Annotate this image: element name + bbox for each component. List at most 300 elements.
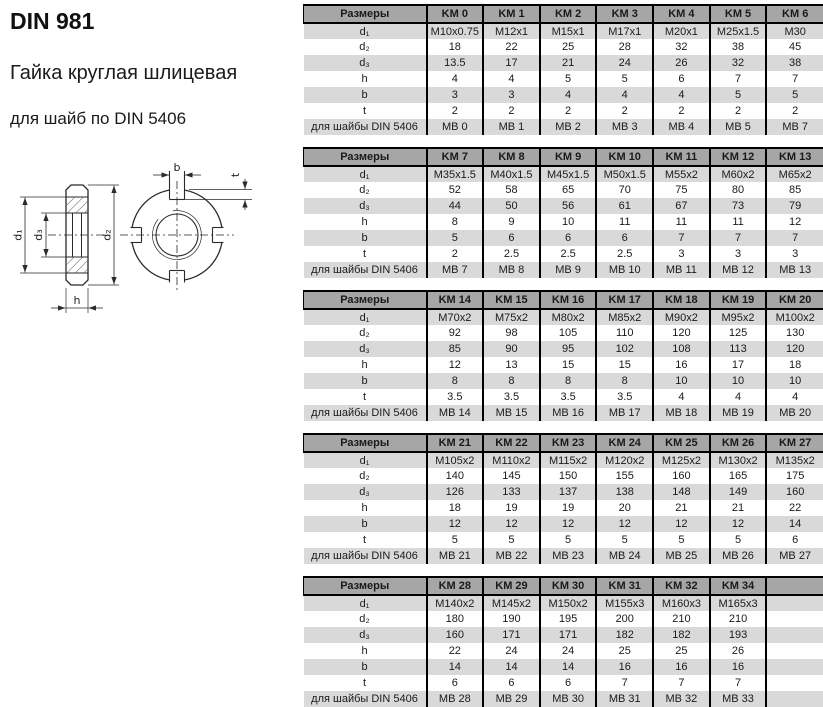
spec-table-5 [303, 576, 823, 707]
cell: 4 [653, 389, 710, 405]
cell: 8 [427, 373, 484, 389]
cell: MB 16 [540, 405, 597, 421]
row-label: для шайбы DIN 5406 [304, 405, 427, 421]
cell: 2 [483, 103, 540, 119]
cell: M115x2 [540, 452, 597, 468]
column-header: KM 23 [540, 434, 597, 452]
cell: 12 [427, 357, 484, 373]
cell: 4 [483, 71, 540, 87]
cell: 70 [596, 182, 653, 198]
table-row [304, 262, 823, 278]
cell: 12 [483, 516, 540, 532]
section-view [20, 185, 119, 313]
cell: 18 [427, 39, 484, 55]
cell: MB 28 [427, 691, 484, 707]
hatch-top [67, 198, 87, 213]
cell: 85 [766, 182, 823, 198]
cell: MB 10 [596, 262, 653, 278]
cell [766, 595, 823, 611]
column-header: KM 21 [427, 434, 484, 452]
cell: 98 [483, 325, 540, 341]
cell: MB 17 [596, 405, 653, 421]
cell [766, 691, 823, 707]
column-header: KM 5 [710, 5, 767, 23]
dim-label-d3: d₃ [32, 229, 45, 240]
cell: 5 [710, 87, 767, 103]
column-header: KM 17 [596, 291, 653, 309]
cell: 210 [653, 611, 710, 627]
table-row [304, 246, 823, 262]
row-label: t [304, 389, 427, 405]
table-row [304, 548, 823, 564]
cell: M25x1.5 [710, 23, 767, 39]
spec-table-2 [303, 147, 823, 278]
row-label: h [304, 214, 427, 230]
cell: MB 21 [427, 548, 484, 564]
cell: 12 [710, 516, 767, 532]
cell: MB 30 [540, 691, 597, 707]
cell: M135x2 [766, 452, 823, 468]
cell: 16 [710, 659, 767, 675]
cell: 7 [766, 71, 823, 87]
cell: 32 [710, 55, 767, 71]
cell: 32 [653, 39, 710, 55]
cell: 130 [766, 325, 823, 341]
technical-drawing [0, 138, 300, 348]
table-row [304, 23, 823, 39]
table-row [304, 627, 823, 643]
cell: 22 [427, 643, 484, 659]
cell: 105 [540, 325, 597, 341]
column-header: KM 16 [540, 291, 597, 309]
cell: 160 [766, 484, 823, 500]
cell: M120x2 [596, 452, 653, 468]
cell: M130x2 [710, 452, 767, 468]
cell: 18 [766, 357, 823, 373]
column-header: KM 30 [540, 577, 597, 595]
column-header: Размеры [304, 148, 427, 166]
table-row [304, 643, 823, 659]
cell: 15 [596, 357, 653, 373]
row-label: t [304, 675, 427, 691]
row-label: d₂ [304, 39, 427, 55]
row-label: d₁ [304, 309, 427, 325]
row-label: t [304, 103, 427, 119]
table-row [304, 500, 823, 516]
cell: 7 [596, 675, 653, 691]
column-header: KM 34 [710, 577, 767, 595]
cell: 10 [653, 373, 710, 389]
row-label: d₁ [304, 166, 427, 182]
cell: 4 [766, 389, 823, 405]
cell: 7 [653, 675, 710, 691]
cell: 2.5 [540, 246, 597, 262]
cell: M40x1.5 [483, 166, 540, 182]
table-row [304, 595, 823, 611]
cell: 14 [540, 659, 597, 675]
table-row [304, 691, 823, 707]
column-header: KM 28 [427, 577, 484, 595]
cell: 19 [483, 500, 540, 516]
row-label: h [304, 71, 427, 87]
cell: 85 [427, 341, 484, 357]
cell: MB 4 [653, 119, 710, 135]
column-header: KM 29 [483, 577, 540, 595]
cell: 12 [596, 516, 653, 532]
cell: 13.5 [427, 55, 484, 71]
cell: 165 [710, 468, 767, 484]
cell: 8 [540, 373, 597, 389]
page-subtitle: Гайка круглая шлицевая [10, 62, 300, 85]
cell: 45 [766, 39, 823, 55]
row-label: t [304, 246, 427, 262]
column-header: KM 0 [427, 5, 484, 23]
table-row [304, 119, 823, 135]
cell: 9 [483, 214, 540, 230]
cell: 171 [540, 627, 597, 643]
table-row [304, 198, 823, 214]
row-label: для шайбы DIN 5406 [304, 262, 427, 278]
column-header: KM 22 [483, 434, 540, 452]
cell: MB 5 [710, 119, 767, 135]
cell: 5 [653, 532, 710, 548]
cell: MB 22 [483, 548, 540, 564]
cell: 2 [596, 103, 653, 119]
cell: M60x2 [710, 166, 767, 182]
column-header: KM 4 [653, 5, 710, 23]
cell: 5 [596, 532, 653, 548]
cell: 12 [540, 516, 597, 532]
cell: 4 [427, 71, 484, 87]
column-header: Размеры [304, 434, 427, 452]
cell: 200 [596, 611, 653, 627]
row-label: h [304, 500, 427, 516]
cell: 25 [540, 39, 597, 55]
cell: 120 [653, 325, 710, 341]
cell: 26 [653, 55, 710, 71]
table-row [304, 166, 823, 182]
cell: 3.5 [427, 389, 484, 405]
column-header: KM 9 [540, 148, 597, 166]
cell: 108 [653, 341, 710, 357]
cell: 160 [427, 627, 484, 643]
cell: MB 18 [653, 405, 710, 421]
row-label: d₂ [304, 468, 427, 484]
cell: 21 [710, 500, 767, 516]
spec-table-3 [303, 290, 823, 421]
cell: 7 [766, 230, 823, 246]
cell: M10x0.75 [427, 23, 484, 39]
table-row [304, 484, 823, 500]
cell: M80x2 [540, 309, 597, 325]
cell: 15 [540, 357, 597, 373]
table-row [304, 341, 823, 357]
row-label: для шайбы DIN 5406 [304, 548, 427, 564]
table-row [304, 325, 823, 341]
column-header: KM 24 [596, 434, 653, 452]
cell: M45x1.5 [540, 166, 597, 182]
cell: 38 [710, 39, 767, 55]
cell: 25 [653, 643, 710, 659]
table-row [304, 373, 823, 389]
cell: 61 [596, 198, 653, 214]
column-header: KM 18 [653, 291, 710, 309]
hatch-bottom [67, 257, 87, 272]
spec-table-1 [303, 4, 823, 135]
cell: MB 27 [766, 548, 823, 564]
cell: M17x1 [596, 23, 653, 39]
table-row [304, 516, 823, 532]
cell: 140 [427, 468, 484, 484]
page-note: для шайб по DIN 5406 [10, 109, 300, 129]
cell: M90x2 [653, 309, 710, 325]
cell: 175 [766, 468, 823, 484]
cell: 155 [596, 468, 653, 484]
cell: 16 [596, 659, 653, 675]
table-row [304, 611, 823, 627]
cell: 137 [540, 484, 597, 500]
cell: MB 19 [710, 405, 767, 421]
header-panel [10, 8, 300, 129]
cell: 8 [596, 373, 653, 389]
row-label: d₁ [304, 595, 427, 611]
cell: MB 3 [596, 119, 653, 135]
cell: 4 [653, 87, 710, 103]
cell: 20 [596, 500, 653, 516]
cell: 22 [766, 500, 823, 516]
cell: 58 [483, 182, 540, 198]
cell: 195 [540, 611, 597, 627]
cell: 38 [766, 55, 823, 71]
row-label: b [304, 87, 427, 103]
cell: 3 [766, 246, 823, 262]
cell: 2 [427, 103, 484, 119]
column-header: Размеры [304, 291, 427, 309]
cell: 56 [540, 198, 597, 214]
row-label: d₂ [304, 611, 427, 627]
column-header: KM 7 [427, 148, 484, 166]
cell: M125x2 [653, 452, 710, 468]
row-label: для шайбы DIN 5406 [304, 691, 427, 707]
column-header: KM 12 [710, 148, 767, 166]
cell [766, 659, 823, 675]
cell: 22 [483, 39, 540, 55]
column-header: KM 8 [483, 148, 540, 166]
cell: 10 [766, 373, 823, 389]
column-header: KM 2 [540, 5, 597, 23]
cell: 17 [710, 357, 767, 373]
tables-area [303, 4, 823, 707]
cell: 193 [710, 627, 767, 643]
cell: 65 [540, 182, 597, 198]
header-row [304, 5, 823, 23]
cell: MB 25 [653, 548, 710, 564]
cell: M105x2 [427, 452, 484, 468]
header-row [304, 148, 823, 166]
cell: 6 [483, 675, 540, 691]
column-header: KM 20 [766, 291, 823, 309]
cell: MB 12 [710, 262, 767, 278]
row-label: t [304, 532, 427, 548]
row-label: d₃ [304, 341, 427, 357]
cell: 95 [540, 341, 597, 357]
cell: 145 [483, 468, 540, 484]
table-row [304, 405, 823, 421]
cell: 2 [540, 103, 597, 119]
dim-label-d1: d₁ [12, 229, 25, 240]
table-row [304, 230, 823, 246]
cell: 2 [653, 103, 710, 119]
cell: MB 11 [653, 262, 710, 278]
cell: 2 [710, 103, 767, 119]
cell: 4 [596, 87, 653, 103]
cell: M165x3 [710, 595, 767, 611]
cell: MB 15 [483, 405, 540, 421]
cell: 25 [596, 643, 653, 659]
cell: 17 [483, 55, 540, 71]
cell: 5 [483, 532, 540, 548]
cell: MB 32 [653, 691, 710, 707]
cell: 150 [540, 468, 597, 484]
dim-label-b: b [174, 161, 181, 174]
cell: 14 [427, 659, 484, 675]
cell: 24 [483, 643, 540, 659]
cell: 2.5 [483, 246, 540, 262]
column-header: KM 25 [653, 434, 710, 452]
dim-label-h: h [74, 294, 81, 307]
table-row [304, 675, 823, 691]
column-header: KM 6 [766, 5, 823, 23]
table-row [304, 468, 823, 484]
cell: 113 [710, 341, 767, 357]
cell: MB 20 [766, 405, 823, 421]
cell: 14 [766, 516, 823, 532]
cell: 182 [653, 627, 710, 643]
cell: 3 [710, 246, 767, 262]
cell: 125 [710, 325, 767, 341]
cell: MB 31 [596, 691, 653, 707]
cell: 10 [710, 373, 767, 389]
cell: 126 [427, 484, 484, 500]
cell: 6 [653, 71, 710, 87]
cell: 7 [710, 675, 767, 691]
row-label: d₃ [304, 198, 427, 214]
cell: M70x2 [427, 309, 484, 325]
row-label: d₃ [304, 484, 427, 500]
cell: 6 [540, 230, 597, 246]
row-label: h [304, 357, 427, 373]
cell: 3.5 [596, 389, 653, 405]
cell: MB 23 [540, 548, 597, 564]
cell: 5 [596, 71, 653, 87]
cell: 148 [653, 484, 710, 500]
cell: M145x2 [483, 595, 540, 611]
header-row [304, 577, 823, 595]
cell: 2 [766, 103, 823, 119]
cell: MB 7 [427, 262, 484, 278]
cell: 190 [483, 611, 540, 627]
row-label: b [304, 373, 427, 389]
cell: 7 [653, 230, 710, 246]
table-row [304, 182, 823, 198]
cell: 16 [653, 659, 710, 675]
cell: MB 8 [483, 262, 540, 278]
row-label: d₃ [304, 55, 427, 71]
cell: M95x2 [710, 309, 767, 325]
cell: M100x2 [766, 309, 823, 325]
cell: 67 [653, 198, 710, 214]
header-row [304, 291, 823, 309]
column-header: KM 10 [596, 148, 653, 166]
table-row [304, 452, 823, 468]
cell: 21 [540, 55, 597, 71]
page-title: DIN 981 [10, 8, 300, 35]
cell: M110x2 [483, 452, 540, 468]
cell: M140x2 [427, 595, 484, 611]
cell: 160 [653, 468, 710, 484]
column-header [766, 577, 823, 595]
cell [766, 675, 823, 691]
dim-label-t: t [229, 172, 242, 177]
cell: 11 [653, 214, 710, 230]
cell: 3.5 [483, 389, 540, 405]
cell: 24 [596, 55, 653, 71]
cell: 210 [710, 611, 767, 627]
cell: 3 [483, 87, 540, 103]
cell: M15x1 [540, 23, 597, 39]
column-header: KM 3 [596, 5, 653, 23]
table-row [304, 659, 823, 675]
table-row [304, 309, 823, 325]
table-row [304, 389, 823, 405]
cell: 5 [710, 532, 767, 548]
column-header: KM 1 [483, 5, 540, 23]
cell: 24 [540, 643, 597, 659]
row-label: d₂ [304, 182, 427, 198]
cell: 6 [596, 230, 653, 246]
cell: 12 [653, 516, 710, 532]
dim-label-d2: d₂ [101, 229, 114, 240]
cell: 2 [427, 246, 484, 262]
cell: MB 33 [710, 691, 767, 707]
cell: 26 [710, 643, 767, 659]
cell [766, 643, 823, 659]
cell: MB 29 [483, 691, 540, 707]
cell: 5 [540, 532, 597, 548]
header-row [304, 434, 823, 452]
cell: 5 [540, 71, 597, 87]
column-header: KM 32 [653, 577, 710, 595]
cell: 11 [596, 214, 653, 230]
row-label: h [304, 643, 427, 659]
row-label: b [304, 659, 427, 675]
cell: M75x2 [483, 309, 540, 325]
cell: 3.5 [540, 389, 597, 405]
cell: 182 [596, 627, 653, 643]
cell: 6 [427, 675, 484, 691]
table-row [304, 71, 823, 87]
column-header: Размеры [304, 5, 427, 23]
cell: 79 [766, 198, 823, 214]
cell: M150x2 [540, 595, 597, 611]
cell: 21 [653, 500, 710, 516]
cell: 50 [483, 198, 540, 214]
cell: 92 [427, 325, 484, 341]
column-header: KM 14 [427, 291, 484, 309]
cell: MB 9 [540, 262, 597, 278]
row-label: b [304, 516, 427, 532]
cell: M20x1 [653, 23, 710, 39]
